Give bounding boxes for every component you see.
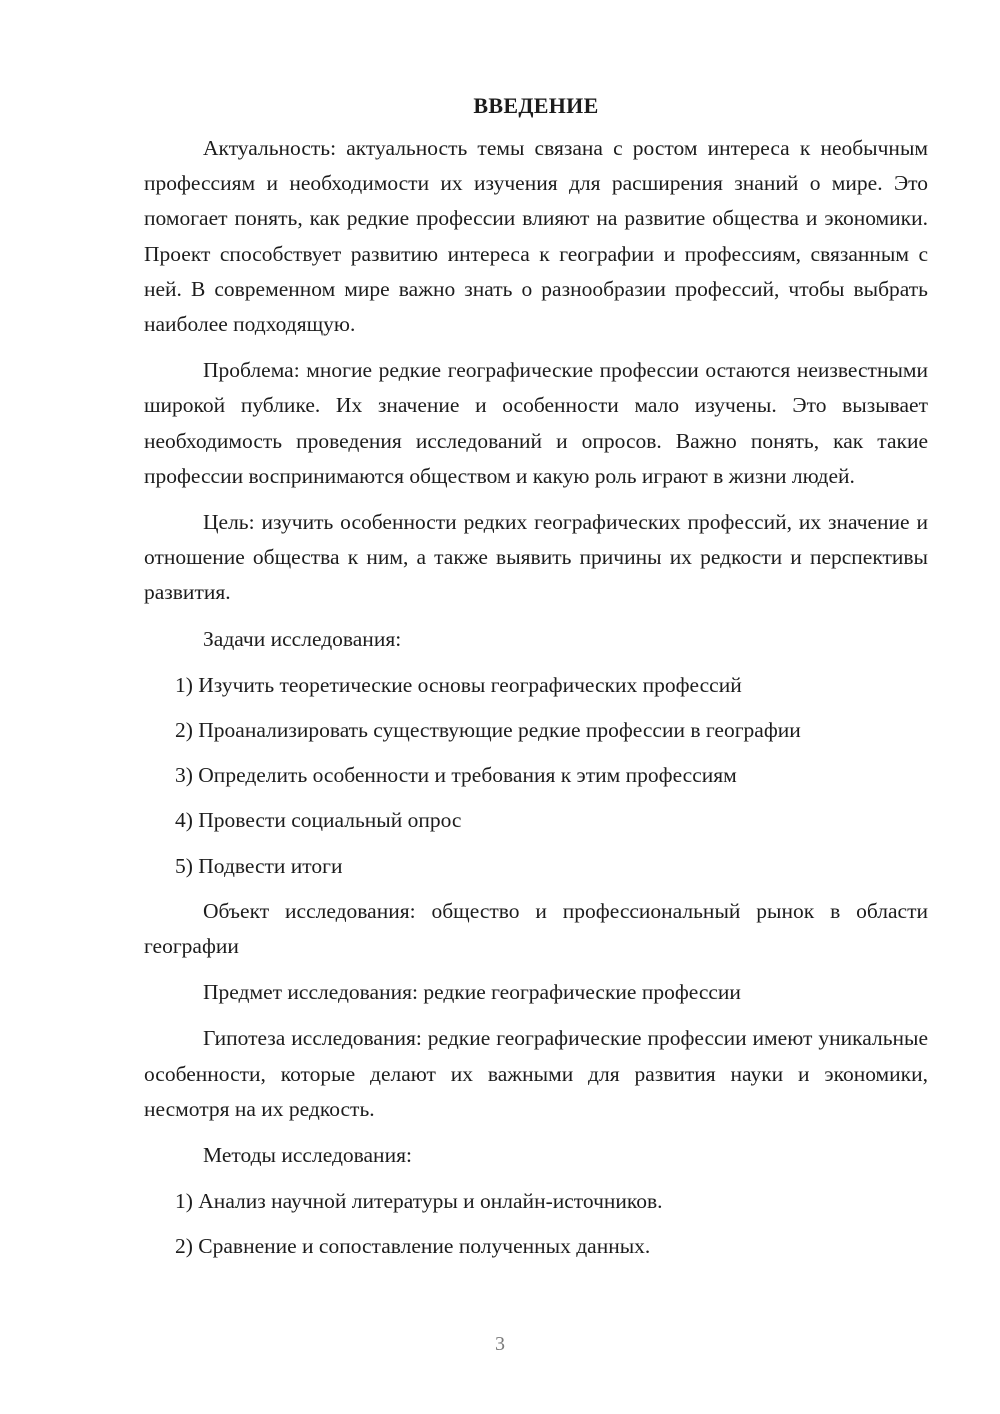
list-item: 3) Определить особенности и требования к этим профессиям — [175, 763, 737, 788]
paragraph: Методы исследования: — [203, 1143, 412, 1168]
page-title: ВВЕДЕНИЕ — [473, 93, 599, 118]
page-number: 3 — [495, 1333, 505, 1355]
paragraph: Актуальность: актуальность темы связана с ростом интереса к необычным профессиям и необходимости их изучения для расширения знаний о мире. Это помогает понять, как редкие профессии влияют на развитие общества и экономики. Проект способствует развитию интереса к географии и профессиям, связанным с ней. В современном мире важно знать о разнообразии профессий, чтобы выбрать наиболее подходящую. — [144, 136, 928, 337]
paragraph: Задачи исследования: — [203, 626, 402, 651]
list-item: 5) Подвести итоги — [175, 853, 343, 878]
list-item: 1) Анализ научной литературы и онлайн-источников. — [175, 1189, 663, 1214]
list-item: 2) Проанализировать существующие редкие профессии в географии — [175, 718, 801, 743]
paragraph: Гипотеза исследования: редкие географические профессии имеют уникальные особенности, которые делают их важными для развития науки и экономики, несмотря на их редкость. — [144, 1026, 928, 1121]
paragraph: Цель: изучить особенности редких географических профессий, их значение и отношение общества к ним, а также выявить причины их редкости и перспективы развития. — [144, 510, 928, 605]
paragraph: Предмет исследования: редкие географические профессии — [203, 980, 741, 1005]
list-item: 4) Провести социальный опрос — [175, 808, 462, 833]
page-content — [144, 93, 928, 1275]
paragraph: Объект исследования: общество и профессиональный рынок в области географии — [144, 898, 928, 959]
paragraph: Проблема: многие редкие географические профессии остаются неизвестными широкой публике. Их значение и особенности мало изучены. Это вызывает необходимость проведения исследований и опросов. Важно понять, как такие профессии воспринимаются обществом и какую роль играют в жизни людей. — [144, 358, 928, 488]
text-body — [144, 131, 928, 1265]
list-item: 1) Изучить теоретические основы географических профессий — [175, 672, 742, 697]
list-item: 2) Сравнение и сопоставление полученных данных. — [175, 1234, 651, 1259]
